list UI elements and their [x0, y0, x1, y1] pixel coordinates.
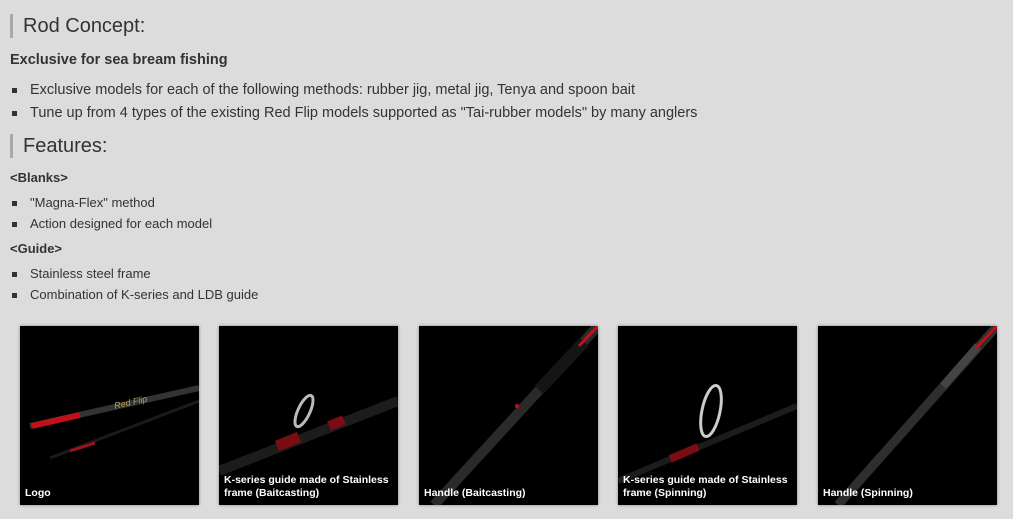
gallery-caption: Handle (Spinning) — [823, 487, 913, 499]
list-item: Combination of K-series and LDB guide — [12, 287, 258, 302]
rod-image — [20, 326, 199, 505]
rod-image — [419, 326, 598, 505]
guide-label: <Guide> — [10, 241, 63, 256]
list-item: Tune up from 4 types of the existing Red Flip models supported as "Tai-rubber models" by many anglers — [12, 105, 697, 121]
gallery-caption: Handle (Baitcasting) — [424, 487, 526, 499]
gallery-item-logo[interactable] — [20, 326, 199, 505]
list-item: Stainless steel frame — [12, 266, 151, 281]
features-heading: Features: — [10, 134, 107, 158]
gallery-item-handle-spinning[interactable] — [818, 326, 997, 505]
gallery-item-handle-baitcasting[interactable] — [419, 326, 598, 505]
gallery-caption: Logo — [25, 487, 51, 499]
gallery-item-k-guide-spinning[interactable] — [618, 326, 797, 505]
list-item: Exclusive models for each of the following methods: rubber jig, metal jig, Tenya and spoon bait — [12, 82, 635, 98]
gallery-caption: K-series guide made of Stainless frame (Baitcasting) — [224, 474, 389, 499]
rod-image — [818, 326, 997, 505]
gallery-caption: K-series guide made of Stainless frame (Spinning) — [623, 474, 788, 499]
concept-subtitle: Exclusive for sea bream fishing — [10, 52, 228, 68]
list-item: "Magna-Flex" method — [12, 195, 155, 210]
gallery-item-k-guide-baitcasting[interactable] — [219, 326, 398, 505]
blanks-label: <Blanks> — [10, 170, 68, 185]
list-item: Action designed for each model — [12, 216, 212, 231]
svg-text:Red Flip: Red Flip — [113, 393, 149, 411]
rod-concept-heading: Rod Concept: — [10, 14, 145, 38]
